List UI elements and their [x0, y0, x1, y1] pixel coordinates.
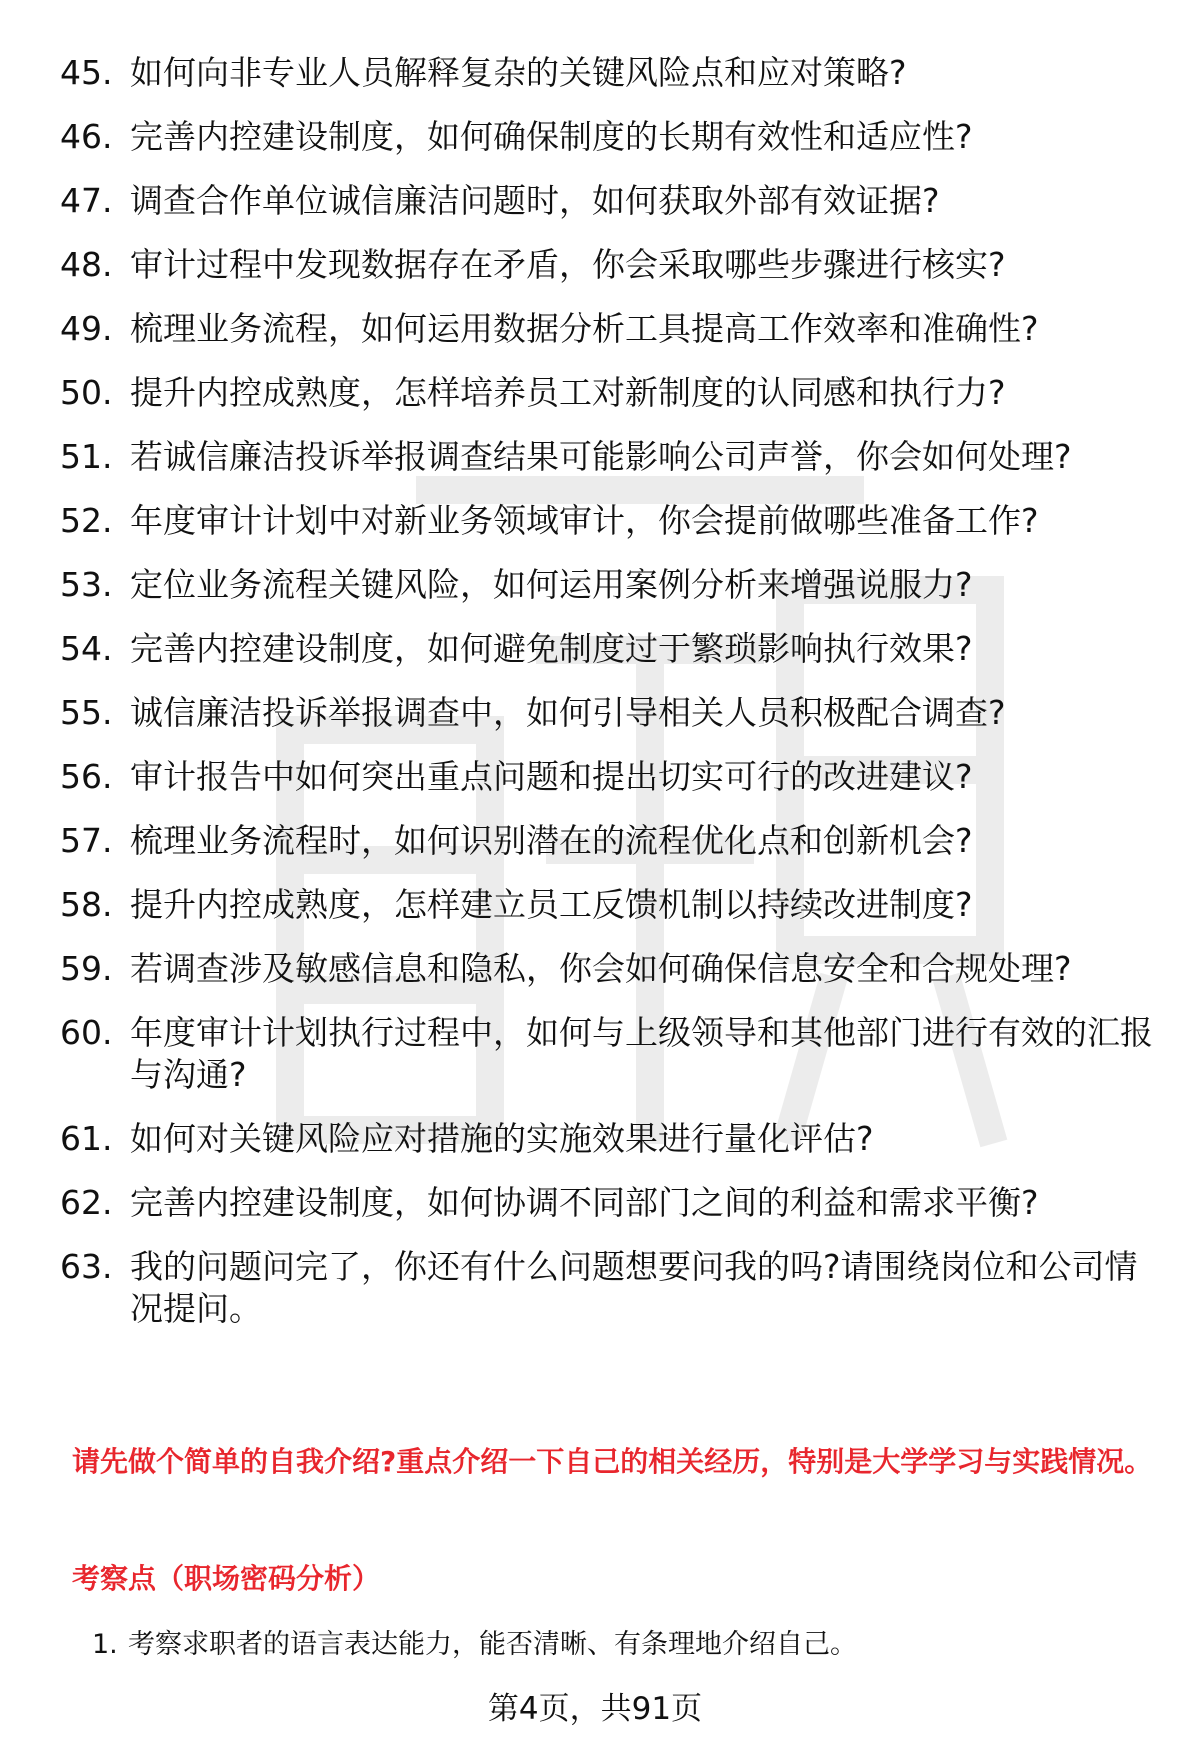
- question-text: 若诚信廉洁投诉举报调查结果可能影响公司声誉，你会如何处理?: [130, 437, 1072, 476]
- question-number: 51.: [60, 437, 113, 476]
- question-text: 若调查涉及敏感信息和隐私，你会如何确保信息安全和合规处理?: [130, 949, 1072, 988]
- question-text: 审计过程中发现数据存在矛盾，你会采取哪些步骤进行核实?: [130, 245, 1006, 284]
- question-number: 53.: [60, 565, 113, 604]
- question-number: 54.: [60, 629, 113, 668]
- question-item: [60, 500, 1160, 542]
- question-number: 49.: [60, 309, 113, 348]
- question-number: 48.: [60, 245, 113, 284]
- question-text: 完善内控建设制度，如何确保制度的长期有效性和适应性?: [130, 117, 973, 156]
- question-text: 年度审计计划中对新业务领域审计，你会提前做哪些准备工作?: [130, 501, 1039, 540]
- question-item: [60, 52, 1160, 94]
- question-text: 年度审计计划执行过程中，如何与上级领导和其他部门进行有效的汇报与沟通?: [130, 1013, 1153, 1094]
- question-item: [60, 308, 1160, 350]
- question-text: 调查合作单位诚信廉洁问题时，如何获取外部有效证据?: [130, 181, 940, 220]
- question-number: 60.: [60, 1013, 113, 1052]
- question-item: [60, 564, 1160, 606]
- question-text: 提升内控成熟度，怎样建立员工反馈机制以持续改进制度?: [130, 885, 973, 924]
- intro-question: 请先做个简单的自我介绍?重点介绍一下自己的相关经历，特别是大学学习与实践情况。: [72, 1445, 1153, 1478]
- question-item: [60, 1246, 1160, 1330]
- point-number: 1.: [92, 1629, 118, 1660]
- question-list: [60, 52, 1160, 1352]
- question-number: 52.: [60, 501, 113, 540]
- question-item: [60, 436, 1160, 478]
- question-item: [60, 1182, 1160, 1224]
- question-item: [60, 628, 1160, 670]
- question-number: 50.: [60, 373, 113, 412]
- question-text: 如何向非专业人员解释复杂的关键风险点和应对策略?: [130, 53, 907, 92]
- question-item: [60, 756, 1160, 798]
- question-number: 47.: [60, 181, 113, 220]
- question-number: 46.: [60, 117, 113, 156]
- question-item: [60, 1012, 1160, 1096]
- question-item: [60, 244, 1160, 286]
- section-title: 考察点（职场密码分析）: [72, 1562, 381, 1595]
- assessment-point: [92, 1627, 1152, 1663]
- question-number: 63.: [60, 1247, 113, 1286]
- question-text: 梳理业务流程，如何运用数据分析工具提高工作效率和准确性?: [130, 309, 1039, 348]
- question-text: 完善内控建设制度，如何协调不同部门之间的利益和需求平衡?: [130, 1183, 1039, 1222]
- question-item: [60, 180, 1160, 222]
- question-number: 55.: [60, 693, 113, 732]
- question-item: [60, 1118, 1160, 1160]
- question-text: 如何对关键风险应对措施的实施效果进行量化评估?: [130, 1119, 874, 1158]
- question-item: [60, 884, 1160, 926]
- question-text: 提升内控成熟度，怎样培养员工对新制度的认同感和执行力?: [130, 373, 1006, 412]
- question-item: [60, 692, 1160, 734]
- point-text: 考察求职者的语言表达能力，能否清晰、有条理地介绍自己。: [128, 1629, 857, 1660]
- question-text: 我的问题问完了，你还有什么问题想要问我的吗?请围绕岗位和公司情况提问。: [130, 1247, 1138, 1328]
- question-number: 59.: [60, 949, 113, 988]
- question-text: 梳理业务流程时，如何识别潜在的流程优化点和创新机会?: [130, 821, 973, 860]
- question-text: 完善内控建设制度，如何避免制度过于繁琐影响执行效果?: [130, 629, 973, 668]
- question-number: 61.: [60, 1119, 113, 1158]
- question-item: [60, 116, 1160, 158]
- question-number: 62.: [60, 1183, 113, 1222]
- question-text: 审计报告中如何突出重点问题和提出切实可行的改进建议?: [130, 757, 973, 796]
- question-item: [60, 948, 1160, 990]
- question-text: 诚信廉洁投诉举报调查中，如何引导相关人员积极配合调查?: [130, 693, 1006, 732]
- question-item: [60, 820, 1160, 862]
- question-text: 定位业务流程关键风险，如何运用案例分析来增强说服力?: [130, 565, 973, 604]
- question-item: [60, 372, 1160, 414]
- question-number: 58.: [60, 885, 113, 924]
- question-number: 56.: [60, 757, 113, 796]
- question-number: 45.: [60, 53, 113, 92]
- question-number: 57.: [60, 821, 113, 860]
- page-footer: 第4页，共91页: [487, 1691, 703, 1727]
